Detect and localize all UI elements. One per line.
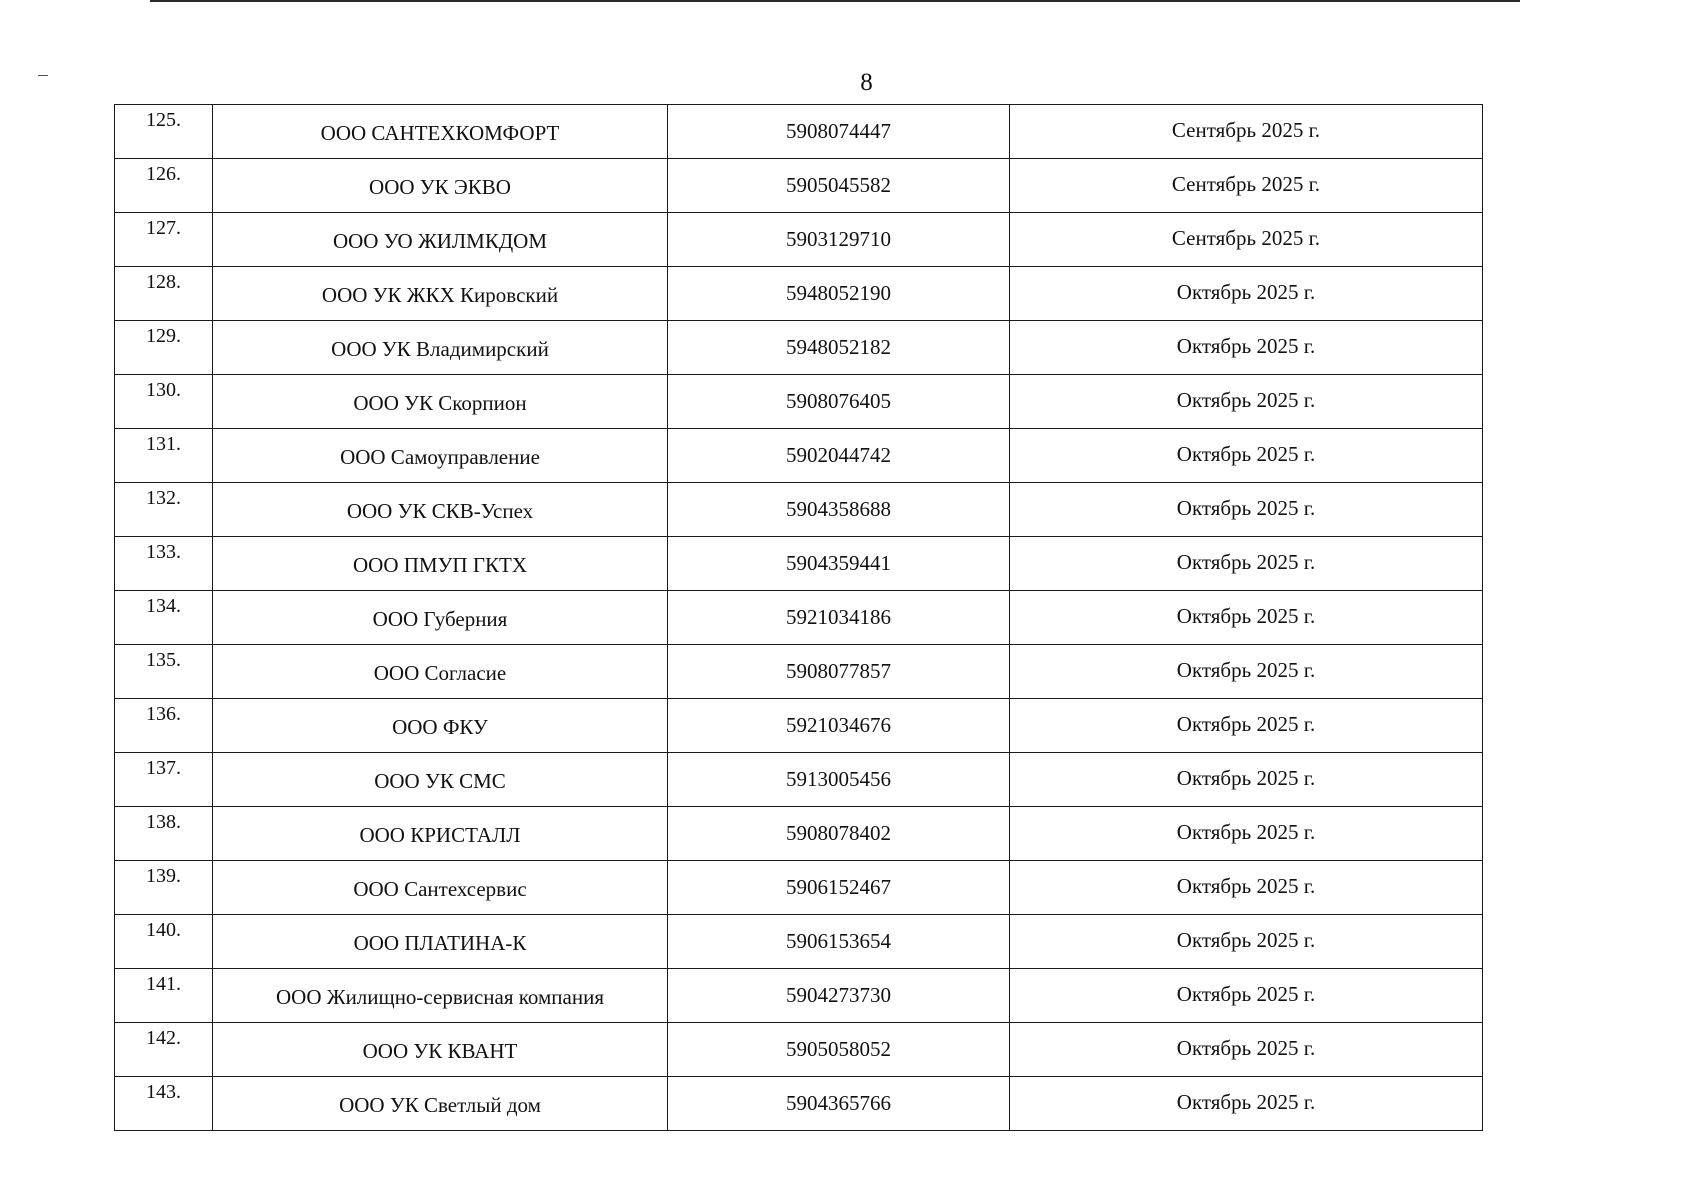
inn-number: 5948052190 [668, 267, 1010, 321]
table-row [115, 429, 1483, 483]
table-row [115, 537, 1483, 591]
inspection-period: Октябрь 2025 г. [1010, 267, 1483, 321]
inspection-period: Октябрь 2025 г. [1010, 915, 1483, 969]
row-number: 137. [115, 753, 213, 807]
organization-name: ООО УК СКВ-Успех [213, 483, 668, 537]
row-number: 125. [115, 105, 213, 159]
row-number: 131. [115, 429, 213, 483]
organization-name: ООО ПЛАТИНА-К [213, 915, 668, 969]
inspection-period: Октябрь 2025 г. [1010, 807, 1483, 861]
inn-number: 5908078402 [668, 807, 1010, 861]
inspection-period: Сентябрь 2025 г. [1010, 159, 1483, 213]
inspection-period: Октябрь 2025 г. [1010, 483, 1483, 537]
inn-number: 5906152467 [668, 861, 1010, 915]
row-number: 139. [115, 861, 213, 915]
row-number: 141. [115, 969, 213, 1023]
row-number: 138. [115, 807, 213, 861]
table-row [115, 807, 1483, 861]
organization-name: ООО Самоуправление [213, 429, 668, 483]
table-row [115, 915, 1483, 969]
inspection-period: Сентябрь 2025 г. [1010, 213, 1483, 267]
row-number: 143. [115, 1077, 213, 1131]
row-number: 129. [115, 321, 213, 375]
inn-number: 5948052182 [668, 321, 1010, 375]
registry-table [114, 104, 1483, 1131]
table-row [115, 1023, 1483, 1077]
inn-number: 5906153654 [668, 915, 1010, 969]
inn-number: 5904365766 [668, 1077, 1010, 1131]
table-row [115, 861, 1483, 915]
inspection-period: Октябрь 2025 г. [1010, 699, 1483, 753]
organization-name: ООО Согласие [213, 645, 668, 699]
organization-name: ООО Жилищно-сервисная компания [213, 969, 668, 1023]
inspection-period: Октябрь 2025 г. [1010, 645, 1483, 699]
row-number: 140. [115, 915, 213, 969]
inn-number: 5904358688 [668, 483, 1010, 537]
inn-number: 5908074447 [668, 105, 1010, 159]
inspection-period: Октябрь 2025 г. [1010, 969, 1483, 1023]
organization-name: ООО ПМУП ГКТХ [213, 537, 668, 591]
inspection-period: Сентябрь 2025 г. [1010, 105, 1483, 159]
row-number: 127. [115, 213, 213, 267]
inn-number: 5904359441 [668, 537, 1010, 591]
table-row [115, 699, 1483, 753]
inspection-period: Октябрь 2025 г. [1010, 1023, 1483, 1077]
table-row [115, 753, 1483, 807]
organization-name: ООО УК Владимирский [213, 321, 668, 375]
row-number: 126. [115, 159, 213, 213]
organization-name: ООО САНТЕХКОМФОРТ [213, 105, 668, 159]
inspection-period: Октябрь 2025 г. [1010, 861, 1483, 915]
organization-name: ООО Губерния [213, 591, 668, 645]
table-row [115, 591, 1483, 645]
inn-number: 5904273730 [668, 969, 1010, 1023]
organization-name: ООО КРИСТАЛЛ [213, 807, 668, 861]
row-number: 136. [115, 699, 213, 753]
inspection-period: Октябрь 2025 г. [1010, 429, 1483, 483]
organization-name: ООО УК Скорпион [213, 375, 668, 429]
inspection-period: Октябрь 2025 г. [1010, 321, 1483, 375]
table-row [115, 267, 1483, 321]
inn-number: 5921034186 [668, 591, 1010, 645]
inn-number: 5908076405 [668, 375, 1010, 429]
table-row [115, 483, 1483, 537]
inspection-period: Октябрь 2025 г. [1010, 537, 1483, 591]
table-row [115, 1077, 1483, 1131]
inn-number: 5905058052 [668, 1023, 1010, 1077]
inn-number: 5905045582 [668, 159, 1010, 213]
inspection-period: Октябрь 2025 г. [1010, 753, 1483, 807]
page-number: 8 [860, 69, 873, 96]
scan-top-edge [150, 0, 1520, 2]
row-number: 132. [115, 483, 213, 537]
registry-table-wrapper [114, 104, 1482, 1131]
table-row [115, 213, 1483, 267]
row-number: 128. [115, 267, 213, 321]
inn-number: 5921034676 [668, 699, 1010, 753]
registry-table-body [115, 105, 1483, 1131]
inn-number: 5913005456 [668, 753, 1010, 807]
row-number: 134. [115, 591, 213, 645]
table-row [115, 375, 1483, 429]
inspection-period: Октябрь 2025 г. [1010, 375, 1483, 429]
inn-number: 5902044742 [668, 429, 1010, 483]
row-number: 133. [115, 537, 213, 591]
organization-name: ООО УК СМС [213, 753, 668, 807]
inspection-period: Октябрь 2025 г. [1010, 591, 1483, 645]
row-number: 130. [115, 375, 213, 429]
organization-name: ООО УК ЖКХ Кировский [213, 267, 668, 321]
table-row [115, 159, 1483, 213]
row-number: 135. [115, 645, 213, 699]
table-row [115, 321, 1483, 375]
organization-name: ООО Сантехсервис [213, 861, 668, 915]
inspection-period: Октябрь 2025 г. [1010, 1077, 1483, 1131]
table-row [115, 969, 1483, 1023]
table-row [115, 105, 1483, 159]
row-number: 142. [115, 1023, 213, 1077]
organization-name: ООО ФКУ [213, 699, 668, 753]
inn-number: 5908077857 [668, 645, 1010, 699]
organization-name: ООО УО ЖИЛМКДОМ [213, 213, 668, 267]
organization-name: ООО УК ЭКВО [213, 159, 668, 213]
table-row [115, 645, 1483, 699]
inn-number: 5903129710 [668, 213, 1010, 267]
organization-name: ООО УК КВАНТ [213, 1023, 668, 1077]
organization-name: ООО УК Светлый дом [213, 1077, 668, 1131]
